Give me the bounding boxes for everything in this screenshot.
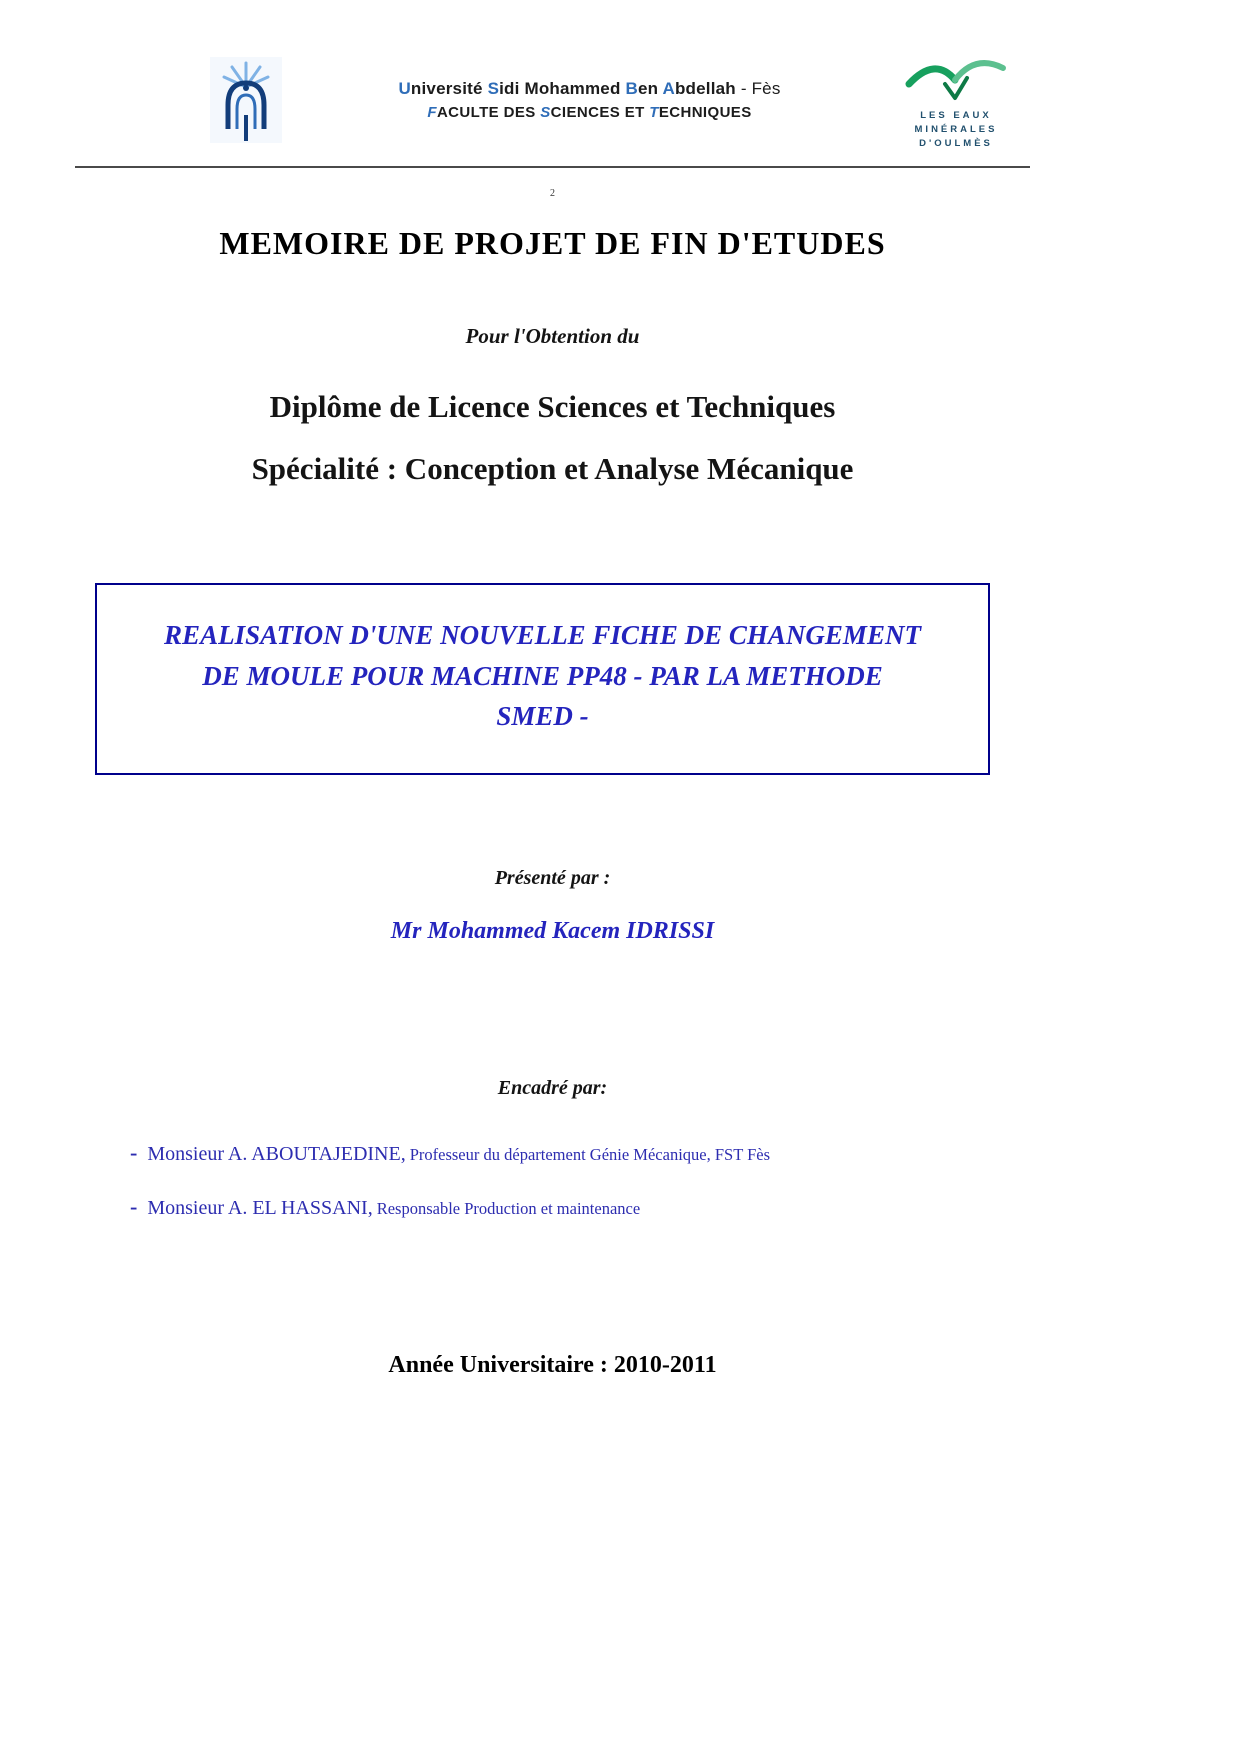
- document-header: [75, 0, 1030, 150]
- subject-line-2: DE MOULE POUR MACHINE PP48 - PAR LA METHODE: [202, 660, 883, 691]
- subject-line-3: SMED -: [496, 701, 589, 732]
- obtention-line: Pour l'Obtention du: [465, 324, 640, 349]
- supervisor-role: Professeur du département Génie Mécanique, FST Fès: [409, 1144, 771, 1164]
- supervisor-name: Monsieur A. ABOUTAJEDINE,: [147, 1142, 406, 1165]
- institution-titles: [282, 79, 897, 121]
- memoir-title: MEMOIRE DE PROJET DE FIN D'ETUDES: [219, 225, 886, 262]
- oulmes-logo: [897, 50, 1015, 150]
- supervisor-name: Monsieur A. EL HASSANI,: [147, 1196, 373, 1219]
- academic-year: Année Universitaire : 2010-2011: [388, 1351, 717, 1378]
- supervisor-dash: -: [130, 1139, 138, 1165]
- stray-mark: 2: [550, 188, 555, 200]
- oulmes-logo-line-1: LES EAUX: [920, 110, 992, 121]
- oulmes-logo-line-3: D'OULMÈS: [919, 137, 993, 149]
- degree-title: Diplôme de Licence Sciences et Techniques: [269, 389, 836, 425]
- specialty-title: Spécialité : Conception et Analyse Mécanique: [251, 451, 854, 487]
- faculty-name: FACULTE DES SCIENCES ET TECHNIQUES: [427, 104, 752, 122]
- university-name: Université Sidi Mohammed Ben Abdellah - Fès: [398, 79, 781, 99]
- university-logo-icon: [210, 57, 282, 143]
- subject-line-1: REALISATION D'UNE NOUVELLE FICHE DE CHANGEMENT: [164, 620, 921, 651]
- author-name: Mr Mohammed Kacem IDRISSI: [390, 917, 715, 944]
- header-divider: [75, 166, 1030, 168]
- presented-by-label: Présenté par :: [494, 866, 611, 889]
- oulmes-logo-line-2: MINÉRALES: [914, 123, 998, 135]
- supervisor-line-2: [130, 1194, 1030, 1220]
- supervisor-dash: -: [130, 1193, 138, 1219]
- oulmes-bird-icon: [901, 89, 1011, 106]
- subject-box: [95, 583, 990, 775]
- supervisor-role: Responsable Production et maintenance: [376, 1198, 641, 1218]
- supervisor-line-1: [130, 1140, 1030, 1166]
- supervised-by-label: Encadré par:: [497, 1076, 608, 1099]
